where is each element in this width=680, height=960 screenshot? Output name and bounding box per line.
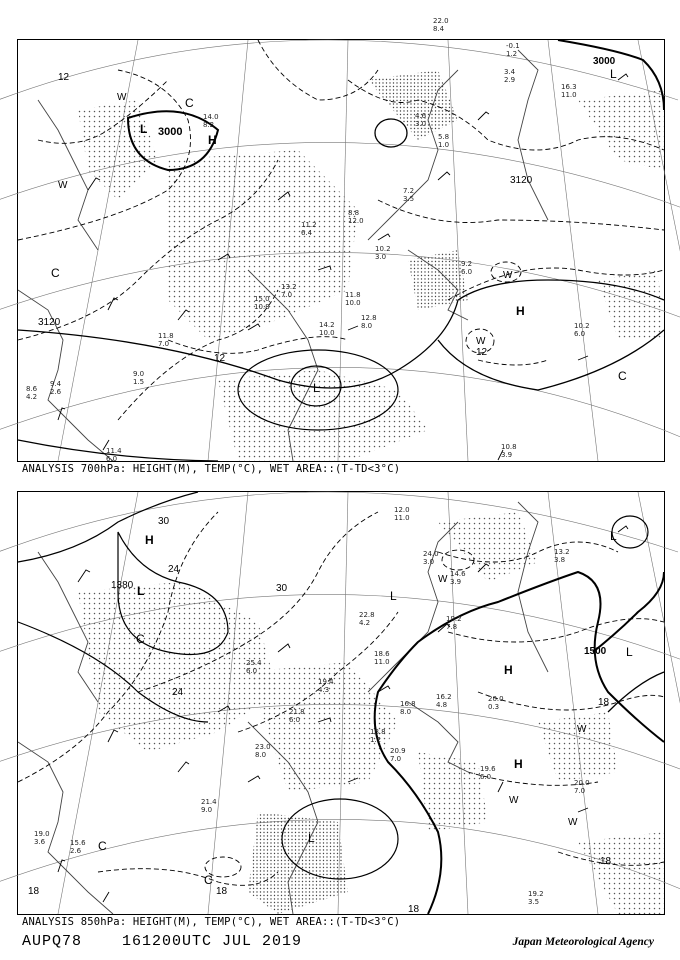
station-temp: 10.8 [501,443,517,451]
station-dewpoint-depression: 1.5 [133,378,145,386]
station-plot [438,133,449,149]
low-center: L [137,584,145,598]
high-center: H [514,757,523,771]
station-dewpoint-depression: 8.0 [361,322,373,330]
station-plot [436,693,452,709]
station-plot [361,314,377,330]
station-plot [450,570,466,586]
station-dewpoint-depression: 7.8 [446,623,458,631]
station-temp: 19.4 [318,678,334,686]
station-plot [433,17,449,33]
warm-center: W [509,795,519,806]
station-temp: 3.4 [504,68,516,76]
contour-label: 18 [216,886,228,897]
station-dewpoint-depression: 3.5 [403,195,415,203]
station-dewpoint-depression: 10.8 [254,303,270,311]
contour-label: 1500 [584,646,607,657]
station-dewpoint-depression: 3.8 [554,556,566,564]
contour-label: 3000 [158,126,183,138]
station-plot [504,68,516,84]
map-700hpa [17,17,665,463]
contour-label: 18 [28,886,40,897]
station-dewpoint-depression: 4.2 [26,393,38,401]
contour-label: 3120 [510,175,533,186]
low-center: L [610,529,617,543]
station-temp: 11.2 [301,221,317,229]
station-temp: 24.0 [423,550,439,558]
contour-label: 3000 [593,56,616,67]
warm-center: W [577,724,587,735]
cold-center: C [98,839,107,853]
station-temp: 11.8 [158,332,174,340]
cold-center: C [204,873,213,887]
station-dewpoint-depression: 7.0 [574,787,586,795]
station-dewpoint-depression: 8.2 [203,121,215,129]
low-center: L [308,831,315,845]
warm-center: W [438,574,448,585]
station-temp: 11.4 [106,447,122,455]
station-temp: 14.2 [319,321,335,329]
station-temp: 18.8 [370,728,386,736]
station-plot [501,443,517,459]
contour-label: 12 [476,347,488,358]
contour-label: 24 [168,564,180,575]
station-dewpoint-depression: 8.0 [255,751,267,759]
station-dewpoint-depression: 6.0 [574,330,586,338]
station-dewpoint-depression: 6.0 [246,667,258,675]
contour-label: 18 [408,904,420,915]
station-temp: 15.0 [254,295,270,303]
high-center: H [208,133,217,147]
station-dewpoint-depression: 6.0 [289,716,301,724]
station-temp: 20.0 [574,779,590,787]
station-dewpoint-depression: 10.0 [319,329,335,337]
station-plot [375,245,391,261]
station-temp: 13.2 [554,548,570,556]
low-center: L [390,589,397,603]
station-plot [319,321,335,337]
station-temp: -0.1 [506,42,520,50]
warm-center: W [568,817,578,828]
station-dewpoint-depression: 6.0 [461,268,473,276]
station-temp: 19.2 [528,890,544,898]
warm-center: W [58,180,68,191]
station-temp: 19.2 [446,615,462,623]
station-dewpoint-depression: 7.0 [158,340,170,348]
station-dewpoint-depression: 11.0 [561,91,577,99]
station-dewpoint-depression: 9.0 [201,806,213,814]
station-plot [133,370,144,386]
station-temp: 16.2 [436,693,452,701]
warm-center: W [117,92,127,103]
station-plot [506,42,520,58]
caption-700hpa: ANALYSIS 700hPa: HEIGHT(M), TEMP(°C), WET AREA::(T-TD<3°C) [22,463,401,475]
station-temp: 25.4 [246,659,262,667]
station-plot [488,695,504,711]
station-temp: 21.4 [201,798,217,806]
station-dewpoint-depression: 3.0 [375,253,387,261]
station-dewpoint-depression: 11.0 [374,658,390,666]
station-temp: 8.6 [26,385,38,393]
station-dewpoint-depression: 4.3 [318,686,330,694]
station-dewpoint-depression: 1.2 [370,736,382,744]
station-dewpoint-depression: 6.0 [106,455,118,463]
station-temp: 18.6 [374,650,390,658]
station-dewpoint-depression: 7.0 [390,755,402,763]
station-dewpoint-depression: 4.8 [436,701,448,709]
map-850hpa-canvas [18,492,664,914]
cold-center: C [185,96,194,110]
contour-label: 12 [58,72,70,83]
station-temp: 20.0 [488,695,504,703]
high-center: H [516,304,525,318]
high-center: H [145,533,154,547]
station-temp: 19.6 [480,765,496,773]
station-dewpoint-depression: 3.9 [501,451,513,459]
station-dewpoint-depression: 3.0 [415,120,427,128]
valid-time: 161200UTC JUL 2019 [122,933,303,950]
station-dewpoint-depression: 6.4 [301,229,313,237]
station-plot [415,112,427,128]
station-temp: 22.8 [359,611,375,619]
station-plot [403,187,414,203]
station-temp: 20.9 [390,747,406,755]
station-plot [561,83,577,99]
station-plot [50,380,62,396]
station-temp: 8.8 [348,209,360,217]
contour-label: 30 [276,583,288,594]
station-plot [348,209,364,225]
product-header [22,933,302,950]
station-plot [201,798,217,814]
station-plot [461,260,472,276]
station-dewpoint-depression: 12.0 [348,217,364,225]
map-850hpa [17,491,665,915]
station-temp: 5.8 [438,133,450,141]
station-temp: 22.0 [433,17,449,25]
station-dewpoint-depression: 3.6 [34,838,46,846]
station-temp: 11.8 [345,291,361,299]
station-temp: 16.8 [400,700,416,708]
station-temp: 13.2 [281,283,297,291]
map-700hpa-canvas [18,17,664,463]
station-dewpoint-depression: 1.2 [506,50,518,58]
station-temp: 9.0 [133,370,145,378]
contour-label: 3120 [38,317,61,328]
station-temp: 19.0 [34,830,50,838]
station-temp: 12.8 [361,314,377,322]
low-center: L [140,122,148,136]
contour-label: 24 [172,687,184,698]
cold-center: C [51,266,60,280]
caption-850hpa: ANALYSIS 850hPa: HEIGHT(M), TEMP(°C), WET AREA::(T-TD<3°C) [22,916,401,928]
contour-label: 18 [600,856,612,867]
station-dewpoint-depression: 3.5 [528,898,540,906]
contour-label: 30 [158,516,170,527]
contour-label: 1380 [111,580,134,591]
station-temp: 16.3 [561,83,577,91]
station-temp: 14.0 [203,113,219,121]
station-dewpoint-depression: 10.0 [345,299,361,307]
station-plot [390,747,406,763]
station-plot [528,890,544,906]
station-dewpoint-depression: 11.0 [394,514,410,522]
station-plot [158,332,174,348]
agency-name: Japan Meteorological Agency [512,936,654,948]
station-temp: 14.6 [450,570,466,578]
contour-label: 18 [598,697,610,708]
station-temp: 15.6 [70,839,86,847]
warm-center: W [476,336,486,347]
station-plot [70,839,86,855]
station-plot [574,322,590,338]
station-temp: 4.6 [415,112,427,120]
warm-center: W [503,270,513,281]
station-temp: 7.2 [403,187,415,195]
high-center: H [504,663,513,677]
station-temp: 23.0 [255,743,271,751]
station-dewpoint-depression: 1.0 [438,141,450,149]
station-dewpoint-depression: 8.4 [433,25,445,33]
low-center: L [610,67,617,81]
station-dewpoint-depression: 2.6 [50,388,62,396]
station-temp: 10.2 [375,245,391,253]
station-temp: 9.4 [50,380,62,388]
station-plot [34,830,50,846]
low-center: L [313,381,320,395]
station-plot [554,548,570,564]
station-dewpoint-depression: 3.9 [450,578,462,586]
station-plot [254,295,270,311]
station-dewpoint-depression: 6.0 [480,773,492,781]
station-dewpoint-depression: 8.0 [400,708,412,716]
station-dewpoint-depression: 7.0 [281,291,293,299]
station-temp: 21.8 [289,708,305,716]
station-plot [26,385,38,401]
station-plot [423,550,439,566]
low-center: L [626,645,633,659]
station-plot [574,779,590,795]
station-plot [446,615,462,631]
cold-center: C [618,369,627,383]
station-dewpoint-depression: 2.6 [70,847,82,855]
station-plot [374,650,390,666]
station-plot [394,506,410,522]
cold-center: C [136,632,145,646]
station-plot [345,291,361,307]
station-plot [359,611,375,627]
station-temp: 10.2 [574,322,590,330]
station-dewpoint-depression: 0.3 [488,703,500,711]
contour-label: 12 [214,353,226,364]
station-temp: 9.2 [461,260,473,268]
station-temp: 12.0 [394,506,410,514]
station-dewpoint-depression: 4.2 [359,619,371,627]
product-code: AUPQ78 [22,933,83,950]
station-dewpoint-depression: 2.9 [504,76,516,84]
station-plot [255,743,271,759]
station-plot [203,113,219,129]
station-dewpoint-depression: 3.0 [423,558,435,566]
